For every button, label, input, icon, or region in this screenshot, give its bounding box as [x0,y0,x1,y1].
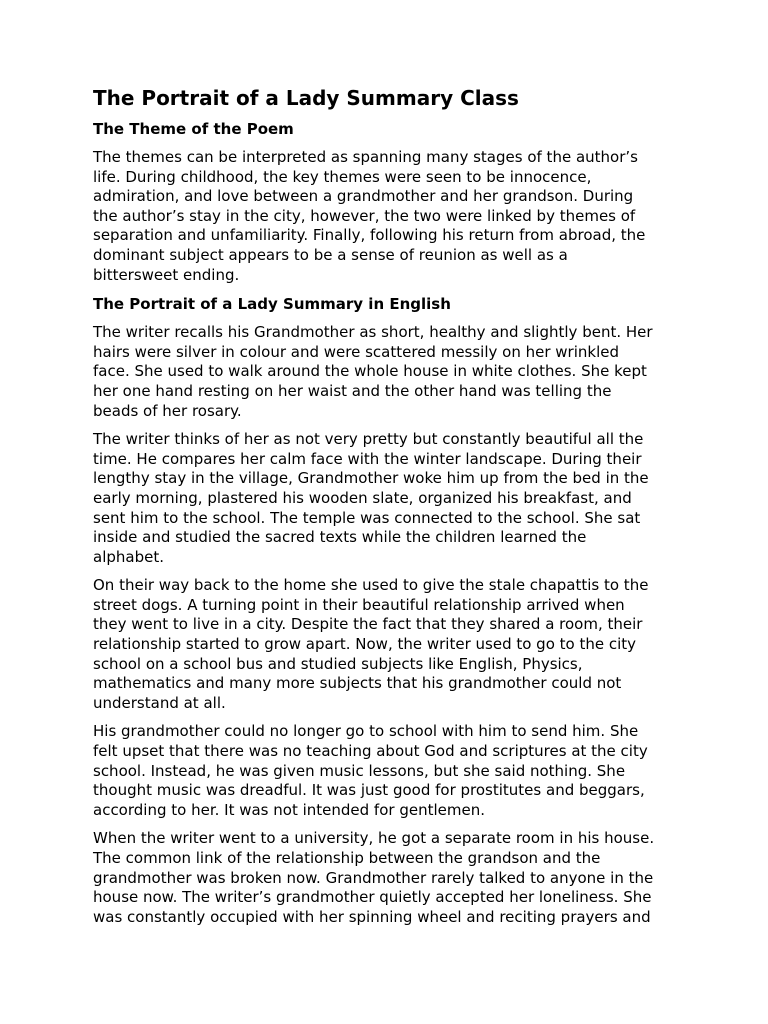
paragraph-line: school on a school bus and studied subjects like English, Physics, [93,654,583,673]
paragraph-line: inside and studied the sacred texts while the children learned the [93,528,587,547]
document-section [93,294,683,927]
paragraph-line: felt upset that there was no teaching about God and scriptures at the city [93,742,648,761]
paragraph-line: The writer recalls his Grandmother as short, healthy and slightly bent. Her [93,323,653,342]
document-section [93,119,683,285]
paragraph-line: face. She used to walk around the whole house in white clothes. She kept [93,362,647,381]
section-heading: The Portrait of a Lady Summary in English [93,295,451,314]
paragraph-line: time. He compares her calm face with the winter landscape. During their [93,449,642,468]
paragraph [93,323,683,421]
paragraph [93,576,683,713]
paragraph-line: the author’s stay in the city, however, the two were linked by themes of [93,206,636,225]
document-body [93,119,683,927]
paragraph-line: grandmother was broken now. Grandmother rarely talked to anyone in the [93,868,654,887]
paragraph [93,722,683,820]
paragraph-line: they went to live in a city. Despite the fact that they shared a room, their [93,615,643,634]
paragraph-line: The themes can be interpreted as spanning many stages of the author’s [93,148,638,166]
paragraph-line: hairs were silver in colour and were scattered messily on her wrinkled [93,342,619,361]
paragraph-line: alphabet. [93,547,164,566]
paragraph-line: understand at all. [93,693,226,712]
paragraph [93,829,683,927]
paragraph-line: house now. The writer’s grandmother quietly accepted her loneliness. She [93,888,652,907]
document-title: The Portrait of a Lady Summary Class [93,86,519,110]
paragraph-line: thought music was dreadful. It was just good for prostitutes and beggars, [93,781,645,800]
paragraph-line: admiration, and love between a grandmother and her grandson. During [93,187,634,206]
paragraph-line: On their way back to the home she used to give the stale chapattis to the [93,576,649,595]
paragraph-line: school. Instead, he was given music lessons, but she said nothing. She [93,761,626,780]
paragraph-line: bittersweet ending. [93,265,240,284]
paragraph-line: life. During childhood, the key themes were seen to be innocence, [93,167,592,186]
section-heading: The Theme of the Poem [93,120,294,138]
paragraph-line: early morning, plastered his wooden slate, organized his breakfast, and [93,488,632,507]
paragraph-line: When the writer went to a university, he got a separate room in his house. [93,829,655,848]
paragraph-line: The common link of the relationship between the grandson and the [93,849,601,867]
paragraph-line: according to her. It was not intended for gentlemen. [93,800,485,819]
paragraph [93,148,683,285]
paragraph-line: beads of her rosary. [93,401,242,420]
paragraph-line: dominant subject appears to be a sense of reunion as well as a [93,245,568,264]
paragraph-line: separation and unfamiliarity. Finally, following his return from abroad, the [93,226,646,245]
paragraph-line: sent him to the school. The temple was connected to the school. She sat [93,508,641,527]
paragraph-line: lengthy stay in the village, Grandmother woke him up from the bed in the [93,469,649,488]
paragraph-line: street dogs. A turning point in their beautiful relationship arrived when [93,595,625,614]
paragraph-line: mathematics and many more subjects that his grandmother could not [93,674,622,693]
paragraph-line: His grandmother could no longer go to school with him to send him. She [93,722,639,741]
paragraph [93,430,683,567]
document-page [93,86,683,936]
paragraph-line: her one hand resting on her waist and the other hand was telling the [93,381,612,400]
paragraph-line: The writer thinks of her as not very pretty but constantly beautiful all the [93,430,644,449]
paragraph-line: relationship started to grow apart. Now, the writer used to go to the city [93,635,637,654]
paragraph-line: was constantly occupied with her spinning wheel and reciting prayers and [93,907,651,926]
